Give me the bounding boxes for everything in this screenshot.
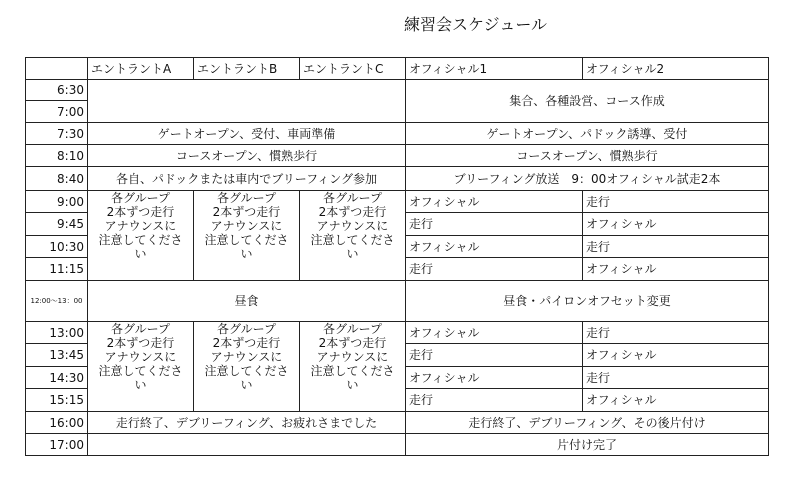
- entrant-b-am-block: [194, 191, 300, 281]
- time-cell: 9:45: [26, 213, 88, 236]
- official-gate-cell: ゲートオープン、パドック誘導、受付: [406, 123, 769, 145]
- entrant-course-cell: コースオープン、慣熟歩行: [88, 145, 406, 167]
- corner-cell: [26, 58, 88, 80]
- entrant-block-text: い: [240, 247, 253, 261]
- official-2-cell: 走行: [583, 236, 769, 258]
- official-2-cell: オフィシャル: [583, 258, 769, 281]
- row-0810: [26, 145, 769, 167]
- entrant-block-text: 2本ずつ走行: [318, 205, 387, 219]
- entrant-block-text: 2本ずつ走行: [106, 336, 175, 350]
- time-cell: 7:30: [26, 123, 88, 145]
- official-done-cell: 片付け完了: [406, 434, 769, 456]
- official-1-cell: 走行: [406, 258, 583, 281]
- entrant-block-text: 各グループ: [110, 191, 171, 205]
- time-cell: 12:00〜13：00: [26, 281, 88, 322]
- time-cell: 17:00: [26, 434, 88, 456]
- header-official-2: オフィシャル2: [583, 58, 769, 80]
- header-row: [26, 58, 769, 80]
- entrant-block-text: 注意してくださ: [98, 233, 183, 247]
- entrant-empty-cell: [88, 434, 406, 456]
- entrant-block-text: アナウンスに: [104, 350, 177, 364]
- entrant-block-text: 各グループ: [110, 322, 171, 336]
- time-cell: 15:15: [26, 389, 88, 412]
- official-1-cell: 走行: [406, 344, 583, 367]
- time-cell: 13:45: [26, 344, 88, 367]
- entrant-block-text: 各グループ: [216, 191, 277, 205]
- schedule-table: [25, 57, 769, 456]
- official-briefing-cell: ブリーフィング放送 9：00オフィシャル試走2本: [406, 167, 769, 191]
- entrant-block-text: アナウンスに: [316, 350, 389, 364]
- entrant-end-cell: 走行終了、デブリーフィング、お疲れさまでした: [88, 412, 406, 434]
- entrant-briefing-cell: 各自、パドックまたは車内でブリーフィング参加: [88, 167, 406, 191]
- entrant-block-text: アナウンスに: [316, 219, 389, 233]
- entrant-block-text: アナウンスに: [210, 219, 283, 233]
- official-2-cell: オフィシャル: [583, 213, 769, 236]
- entrant-lunch-cell: 昼食: [88, 281, 406, 322]
- time-cell: 8:40: [26, 167, 88, 191]
- entrant-empty-cell: [88, 80, 406, 123]
- official-1-cell: 走行: [406, 389, 583, 412]
- time-cell: 13:00: [26, 322, 88, 344]
- official-1-cell: オフィシャル: [406, 191, 583, 213]
- entrant-block-text: 2本ずつ走行: [318, 336, 387, 350]
- entrant-block-text: い: [346, 247, 359, 261]
- entrant-gate-cell: ゲートオープン、受付、車両準備: [88, 123, 406, 145]
- header-entrant-c: エントラントC: [300, 58, 406, 80]
- official-2-cell: 走行: [583, 322, 769, 344]
- entrant-block-text: い: [346, 378, 359, 392]
- header-entrant-a: エントラントA: [88, 58, 194, 80]
- time-cell: 6:30: [26, 80, 88, 101]
- time-cell: 11:15: [26, 258, 88, 281]
- entrant-a-am-block: [88, 191, 194, 281]
- row-lunch: [26, 281, 769, 322]
- row-0840: [26, 167, 769, 191]
- time-cell: 8:10: [26, 145, 88, 167]
- time-cell: 7:00: [26, 101, 88, 123]
- entrant-block-text: 各グループ: [322, 322, 383, 336]
- time-cell: 14:30: [26, 367, 88, 389]
- entrant-c-am-block: [300, 191, 406, 281]
- entrant-a-pm-block: [88, 322, 194, 412]
- row-1600: [26, 412, 769, 434]
- entrant-block-text: 注意してくださ: [310, 364, 395, 378]
- entrant-block-text: 注意してくださ: [98, 364, 183, 378]
- entrant-block-text: 2本ずつ走行: [212, 336, 281, 350]
- time-cell: 10:30: [26, 236, 88, 258]
- entrant-block-text: 各グループ: [322, 191, 383, 205]
- official-1-cell: オフィシャル: [406, 236, 583, 258]
- entrant-block-text: アナウンスに: [104, 219, 177, 233]
- entrant-block-text: アナウンスに: [210, 350, 283, 364]
- official-2-cell: 走行: [583, 191, 769, 213]
- entrant-c-pm-block: [300, 322, 406, 412]
- official-1-cell: 走行: [406, 213, 583, 236]
- official-end-cell: 走行終了、デブリーフィング、その後片付け: [406, 412, 769, 434]
- page-title: 練習会スケジュール: [404, 15, 548, 34]
- official-2-cell: オフィシャル: [583, 344, 769, 367]
- row-0730: [26, 123, 769, 145]
- row-0900: [26, 191, 769, 213]
- entrant-block-text: 2本ずつ走行: [106, 205, 175, 219]
- row-0630: [26, 80, 769, 101]
- row-1300: [26, 322, 769, 344]
- entrant-block-text: 注意してくださ: [204, 233, 289, 247]
- entrant-block-text: い: [134, 378, 147, 392]
- header-official-1: オフィシャル1: [406, 58, 583, 80]
- official-1-cell: オフィシャル: [406, 322, 583, 344]
- official-1-cell: オフィシャル: [406, 367, 583, 389]
- entrant-block-text: い: [134, 247, 147, 261]
- official-lunch-cell: 昼食・パイロンオフセット変更: [406, 281, 769, 322]
- entrant-block-text: 各グループ: [216, 322, 277, 336]
- entrant-block-text: 注意してくださ: [310, 233, 395, 247]
- header-entrant-b: エントラントB: [194, 58, 300, 80]
- time-cell: 16:00: [26, 412, 88, 434]
- official-course-cell: コースオープン、慣熟歩行: [406, 145, 769, 167]
- official-2-cell: オフィシャル: [583, 389, 769, 412]
- time-cell: 9:00: [26, 191, 88, 213]
- row-1700: [26, 434, 769, 456]
- official-setup-cell: 集合、各種設営、コース作成: [406, 80, 769, 123]
- entrant-block-text: 注意してくださ: [204, 364, 289, 378]
- entrant-b-pm-block: [194, 322, 300, 412]
- entrant-block-text: 2本ずつ走行: [212, 205, 281, 219]
- entrant-block-text: い: [240, 378, 253, 392]
- official-2-cell: 走行: [583, 367, 769, 389]
